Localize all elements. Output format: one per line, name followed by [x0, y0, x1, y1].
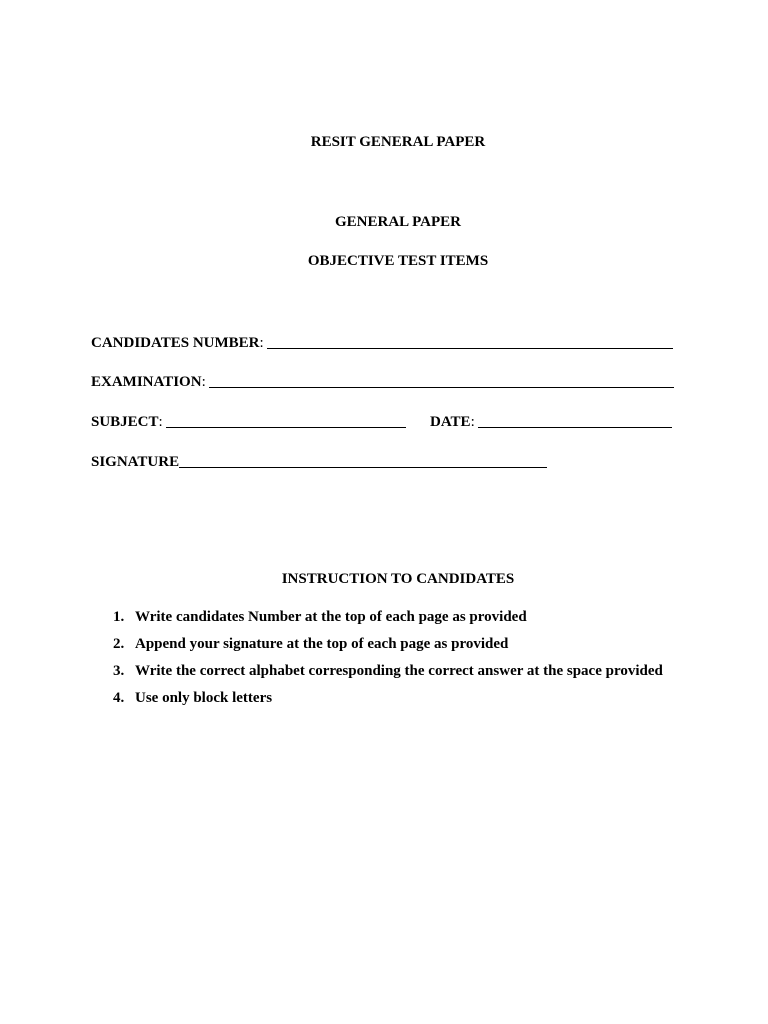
instruction-item: [113, 608, 663, 635]
date-row: [430, 411, 672, 431]
instruction-number: 3.: [113, 663, 125, 679]
date-label: DATE: [430, 414, 471, 430]
instruction-text: Use only block letters: [135, 690, 273, 706]
examination-row: [91, 371, 674, 391]
signature-row: [91, 451, 547, 471]
instruction-text: Write the correct alphabet corresponding the correct answer at the space provided: [135, 663, 663, 679]
examination-blank[interactable]: [209, 373, 674, 388]
instruction-text: Write candidates Number at the top of each page as provided: [135, 609, 527, 625]
candidates-number-row: [91, 332, 673, 352]
examination-colon: :: [201, 374, 206, 390]
instruction-item: [113, 635, 663, 662]
instruction-item: [113, 689, 663, 716]
resit-title: RESIT GENERAL PAPER: [310, 134, 486, 150]
signature-blank[interactable]: [179, 453, 547, 468]
instruction-number: 4.: [113, 690, 125, 706]
instruction-number: 2.: [113, 636, 125, 652]
subject-label: SUBJECT: [91, 414, 159, 430]
instruction-number: 1.: [113, 609, 125, 625]
instruction-text: Append your signature at the top of each page as provided: [135, 636, 509, 652]
instruction-item: [113, 662, 663, 689]
examination-label: EXAMINATION: [91, 374, 202, 390]
paper-title: GENERAL PAPER: [335, 214, 461, 230]
subject-colon: :: [158, 414, 163, 430]
candidates-number-colon: :: [259, 335, 264, 351]
candidates-number-blank[interactable]: [267, 334, 673, 349]
section-title: OBJECTIVE TEST ITEMS: [307, 253, 489, 269]
instructions-list: [113, 608, 663, 716]
candidates-number-label: CANDIDATES NUMBER: [91, 335, 260, 351]
instructions-heading: INSTRUCTION TO CANDIDATES: [281, 571, 515, 587]
date-blank[interactable]: [478, 413, 672, 428]
subject-blank[interactable]: [166, 413, 406, 428]
subject-row: [91, 411, 406, 431]
date-colon: :: [470, 414, 475, 430]
signature-label: SIGNATURE: [91, 454, 180, 470]
